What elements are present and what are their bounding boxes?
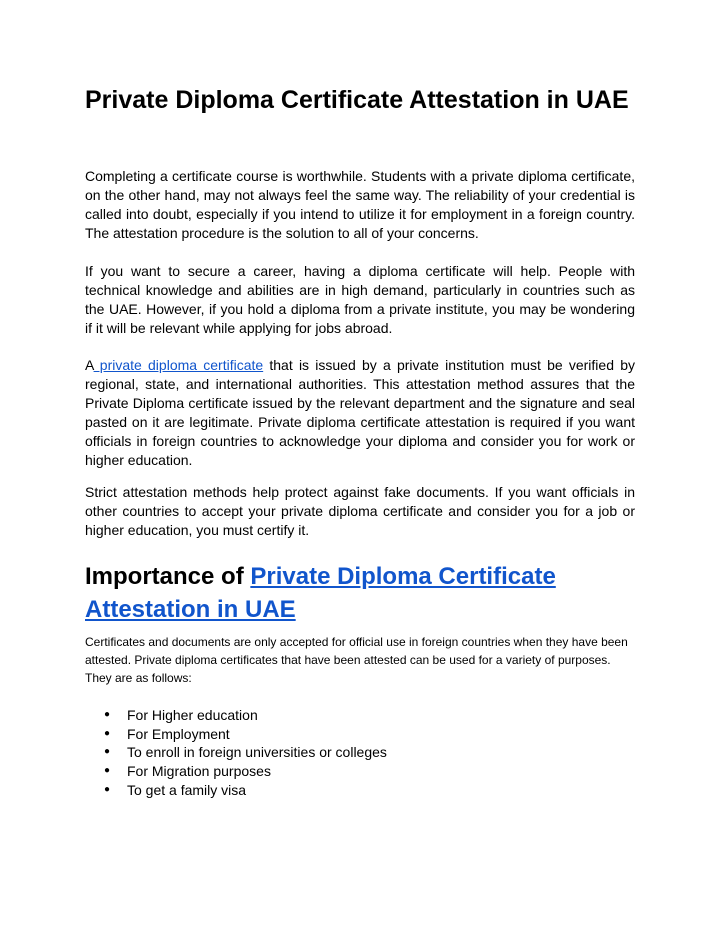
list-item-text: For Migration purposes bbox=[127, 763, 271, 780]
bullet-icon: ● bbox=[104, 727, 111, 739]
bullet-icon: ● bbox=[104, 783, 111, 795]
list-item bbox=[85, 725, 635, 744]
page-title: Private Diploma Certificate Attestation in UAE bbox=[85, 86, 629, 114]
list-item-text: For Higher education bbox=[127, 707, 258, 723]
list-item-text: To get a family visa bbox=[127, 781, 247, 798]
purposes-list bbox=[85, 706, 635, 800]
list-item bbox=[85, 743, 635, 762]
paragraph-career: If you want to secure a career, having a diploma certificate will help. People with technical knowledge and abilities are in high demand, particularly in countries such as the UAE. However, if you hold a diploma from a private institute, you may be wondering if it will be relevant while applying for jobs abroad. bbox=[85, 263, 635, 336]
section-intro: Certificates and documents are only accepted for official use in foreign countries when they have been attested. Private diploma certificates that have been attested can be used for a variety of purposes. They are as follows: bbox=[85, 635, 628, 685]
list-item-text: For Employment bbox=[127, 725, 230, 742]
paragraph-fake-documents: Strict attestation methods help protect against fake documents. If you want officials in other countries to accept your private diploma certificate and consider you for a job or higher education, you must certify it. bbox=[85, 484, 635, 538]
bullet-icon: ● bbox=[104, 746, 111, 758]
private-diploma-certificate-link[interactable]: private diploma certificate bbox=[93, 357, 264, 373]
list-item bbox=[85, 762, 635, 781]
paragraph-verification bbox=[85, 356, 635, 470]
document-page bbox=[85, 83, 635, 800]
paragraph-verification-text: that is issued by a private institution must be verified by regional, state, and international authorities. This attestation method assures that the Private Diploma certificate issued by the relevant department and the signature and seal pasted on it are legitimate. Private diploma certificate attestation is required if you want officials in foreign countries to acknowledge your diploma and consider you for work or higher education. bbox=[85, 357, 635, 468]
list-item bbox=[85, 781, 635, 800]
bullet-icon: ● bbox=[104, 709, 111, 720]
section-heading bbox=[85, 560, 635, 626]
list-item-text: To enroll in foreign universities or colleges bbox=[127, 744, 387, 761]
paragraph-intro: Completing a certificate course is worthwhile. Students with a private diploma certificate, on the other hand, may not always feel the same way. The reliability of your credential is called into doubt, especially if you intend to utilize it for employment in a foreign country. The attestation procedure is the solution to all of your concerns. bbox=[85, 168, 635, 241]
section-heading-link[interactable]: Private Diploma Certificate Attestation in UAE bbox=[85, 563, 556, 623]
list-item bbox=[85, 706, 635, 725]
section-heading-prefix: Importance of bbox=[85, 563, 251, 590]
paragraph-verification-prefix: A bbox=[85, 357, 94, 373]
bullet-icon: ● bbox=[104, 765, 111, 777]
